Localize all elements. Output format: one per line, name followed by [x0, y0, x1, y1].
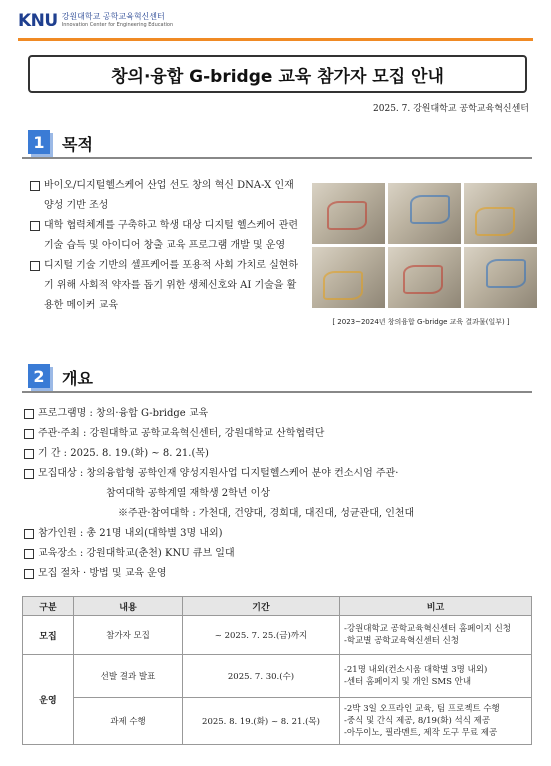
table-cell: ~ 2025. 7. 25.(금)까지: [183, 616, 340, 655]
list-item: [30, 216, 305, 256]
result-photo: [464, 183, 537, 244]
schedule-table: [22, 596, 532, 745]
logo-text-kr: 강원대학교 공학교육혁신센터: [61, 12, 165, 21]
logo-text: [62, 12, 173, 30]
table-cell: 2025. 7. 30.(수): [183, 655, 340, 698]
table-cell: 선발 결과 발표: [74, 655, 183, 698]
table-note-cell: [340, 616, 532, 655]
result-photo: [312, 183, 385, 244]
table-header-row: [23, 597, 532, 616]
table-group-cell: 운영: [23, 655, 74, 745]
overview-row: [22, 564, 532, 584]
list-item-text: 디지털 기술 기반의 셀프케어를 포용적 사회 가치로 실현하기 위해 사회적 약자를 돕기 위한 생체신호와 AI 기술을 활용한 메이커 교육: [44, 260, 299, 311]
result-photo: [388, 247, 461, 308]
checkbox-icon: [30, 181, 40, 191]
dateline: 2025. 7. 강원대학교 공학교육혁신센터: [373, 104, 529, 114]
logo-mark: KNU: [18, 11, 58, 31]
logo: [18, 8, 173, 34]
result-photo: [312, 247, 385, 308]
table-row: [23, 616, 532, 655]
checkbox-icon: [24, 469, 34, 479]
overview-row: [22, 524, 532, 544]
table-row: [23, 655, 532, 698]
overview-list: [22, 404, 532, 584]
overview-note: ※주관·참여대학 : 가천대, 건양대, 경희대, 대진대, 성균관대, 인천대: [118, 508, 415, 519]
list-item: [30, 176, 305, 216]
checkbox-icon: [30, 221, 40, 231]
checkbox-icon: [24, 409, 34, 419]
note-line: -21명 내외(컨소시움 대학별 3명 내외): [344, 665, 488, 675]
note-line: -아두이노, 필라멘트, 제작 도구 무료 제공: [344, 728, 498, 738]
overview-continuation: 참여대학 공학계열 재학생 2학년 이상: [106, 488, 270, 499]
checkbox-icon: [24, 529, 34, 539]
photo-caption: [ 2023~2024년 창의융합 G-bridge 교육 결과물(일부) ]: [332, 318, 510, 326]
page-title: 창의·융합 G-bridge 교육 참가자 모집 안내: [111, 66, 444, 87]
note-line: -학교별 공학교육혁신센터 신청: [344, 636, 460, 646]
section-overview-heading: [22, 362, 532, 392]
overview-text: 주관·주최 : 강원대학교 공학교육혁신센터, 강원대학교 산학협력단: [38, 428, 325, 439]
section-purpose-heading: [22, 128, 532, 158]
table-header: 구분: [23, 597, 74, 616]
table-cell: 과제 수행: [74, 698, 183, 745]
overview-row: [22, 544, 532, 564]
overview-row: [22, 464, 532, 484]
header-divider: [18, 38, 533, 41]
overview-text: 모집대상 : 창의융합형 공학인재 양성지원사업 디지털헬스케어 분야 컨소시엄 주관·: [38, 468, 399, 479]
overview-row: [22, 424, 532, 444]
section-title: 개요: [62, 369, 93, 388]
overview-row: [22, 404, 532, 424]
table-note-cell: [340, 698, 532, 745]
section-number-badge: 1: [28, 130, 50, 154]
table-cell: 참가자 모집: [74, 616, 183, 655]
table-row: [23, 698, 532, 745]
checkbox-icon: [24, 449, 34, 459]
checkbox-icon: [24, 429, 34, 439]
purpose-list: [30, 176, 305, 316]
overview-text: 모집 절차 · 방법 및 교육 운영: [38, 568, 167, 579]
overview-text: 참가인원 : 총 21명 내외(대학별 3명 내외): [38, 528, 223, 539]
note-line: -강원대학교 공학교육혁신센터 홈페이지 신청: [344, 624, 511, 634]
table-header: 내용: [74, 597, 183, 616]
note-line: -2박 3일 오프라인 교육, 팀 프로젝트 수행: [344, 704, 500, 714]
result-photo-grid: [312, 183, 537, 308]
section-divider: [22, 391, 532, 393]
table-group-cell: 모집: [23, 616, 74, 655]
section-divider: [22, 157, 532, 159]
checkbox-icon: [24, 549, 34, 559]
overview-text: 교육장소 : 강원대학교(춘천) KNU 큐브 일대: [38, 548, 235, 559]
overview-row: [22, 444, 532, 464]
list-item-text: 대학 협력체계를 구축하고 학생 대상 디지털 헬스케어 관련 기술 습득 및 아이디어 창출 교육 프로그램 개발 및 운영: [44, 220, 299, 251]
overview-text: 프로그램명 : 창의·융합 G-bridge 교육: [38, 408, 209, 419]
note-line: -중식 및 간식 제공, 8/19(화) 석식 제공: [344, 716, 491, 726]
section-number-badge: 2: [28, 364, 50, 388]
title-box: [28, 55, 527, 93]
section-title: 목적: [62, 135, 93, 154]
overview-text: 기 간 : 2025. 8. 19.(화) ~ 8. 21.(목): [38, 448, 209, 459]
logo-text-en: Innovation Center for Engineering Education: [61, 22, 174, 28]
checkbox-icon: [30, 261, 40, 271]
table-header: 비고: [340, 597, 532, 616]
note-line: -센터 홈페이지 및 개인 SMS 안내: [344, 677, 472, 687]
table-header: 기간: [183, 597, 340, 616]
table-note-cell: [340, 655, 532, 698]
list-item-text: 바이오/디지털헬스케어 산업 선도 창의 혁신 DNA-X 인재 양성 기반 조성: [44, 180, 294, 211]
table-cell: 2025. 8. 19.(화) ~ 8. 21.(목): [183, 698, 340, 745]
result-photo: [464, 247, 537, 308]
list-item: [30, 256, 305, 316]
result-photo: [388, 183, 461, 244]
checkbox-icon: [24, 569, 34, 579]
